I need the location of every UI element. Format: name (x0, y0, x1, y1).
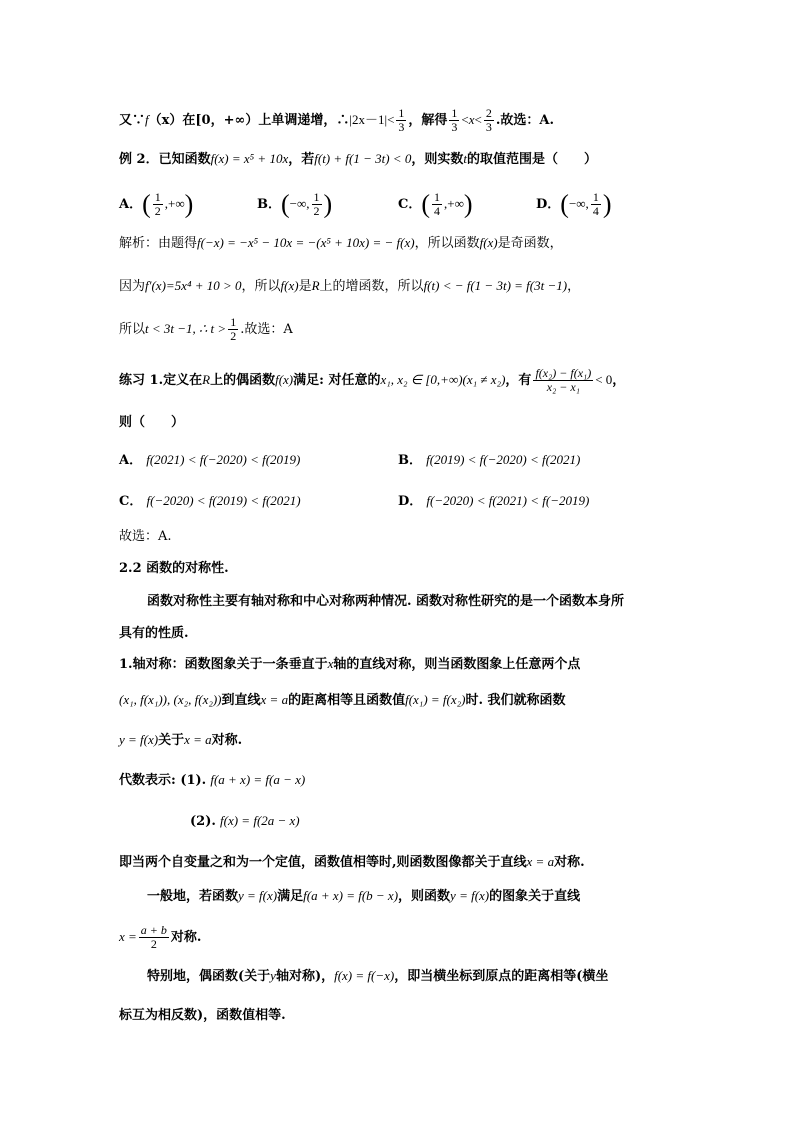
solution-line-3: 所以t < 3t −1, ∴ t > $\frac{1}{2}$ .故选：A (119, 315, 293, 343)
algebra-line-1: 代数表示: (1). f(a + x) = f(a − x) (119, 772, 306, 788)
practice-1-option-c: C． f(−2020) < f(2019) < f(2021) (119, 493, 301, 509)
line-1: 又∵f（x）在[0，+∞）上单调递增，∴|2x－1|< $\frac{1}{3}$ ，解得 $\frac{1}{3}$ <x< $\frac{2}{3}$ .故选：A. (119, 106, 555, 134)
practice-1-question: 练习 1.定义在R上的偶函数f(x)满足: 对任意的x₁, x₂ ∈ [0,+∞)(x₁ ≠ x₂)，有 $\frac{\text{f(x₂) − f(x₁)}}{\text{x₂ − x₁}}$ < 0， (119, 366, 626, 394)
practice-1-option-d: D． f(−2020) < f(2021) < f(−2019) (398, 493, 590, 509)
practice-1-answer: 故选：A. (119, 529, 172, 544)
section-heading: 2.2 函数的对称性. (119, 561, 229, 576)
example-2-option-b: B．(−∞, $\frac{1}{2}$ ) (257, 189, 333, 219)
example-2-question: 例 2．已知函数f(x) = x⁵ + 10x，若f(t) + f(1 − 3t) < 0，则实数t的取值范围是（ ） (119, 151, 597, 167)
practice-1-option-a: A． f(2021) < f(−2020) < f(2019) (119, 452, 301, 468)
example-2-option-c: C．( $\frac{1}{4}$ ,+∞) (398, 189, 473, 219)
even-line-2: 标互为相反数)，函数值相等. (119, 1008, 286, 1023)
sum-line: 即当两个自变量之和为一个定值，函数值相等时,则函数图像都关于直线x = a对称. (119, 854, 585, 870)
practice-1-then: 则（ ） (119, 415, 185, 430)
example-2-option-a: A．( $\frac{1}{2}$ ,+∞) (119, 189, 194, 219)
axis-symmetry-line-1: 1.轴对称：函数图象关于一条垂直于x轴的直线对称，则当函数图象上任意两个点 (119, 656, 581, 672)
section-intro-line-1: 函数对称性主要有轴对称和中心对称两种情况. 函数对称性研究的是一个函数本身所 (147, 594, 625, 609)
algebra-line-2: (2). f(x) = f(2a − x) (190, 813, 300, 829)
axis-symmetry-line-3: y = f(x)关于x = a对称. (119, 732, 243, 748)
general-line-1: 一般地，若函数y = f(x)满足f(a + x) = f(b − x)，则函数y = f(x)的图象关于直线 (147, 888, 581, 904)
solution-line-1: 解析：由题得f(−x) = −x⁵ − 10x = −(x⁵ + 10x) = − f(x)，所以函数f(x)是奇函数， (119, 235, 563, 251)
even-line-1: 特别地，偶函数(关于y轴对称)，f(x) = f(−x)，即当横坐标到原点的距离相等(横坐 (147, 968, 609, 984)
general-line-2: x = $\frac{a + b}{2}$ 对称. (119, 923, 202, 951)
solution-line-2: 因为f′(x)=5x⁴ + 10 > 0，所以f(x)是R上的增函数，所以f(t) < − f(1 − 3t) = f(3t −1)， (119, 278, 581, 294)
practice-1-option-b: B． f(2019) < f(−2020) < f(2021) (398, 452, 581, 468)
example-2-option-d: D．(−∞, $\frac{1}{4}$ ) (536, 189, 612, 219)
section-intro-line-2: 具有的性质. (119, 626, 189, 641)
axis-symmetry-line-2: (x₁, f(x₁)), (x₂, f(x₂))到直线x = a的距离相等且函数值f(x₁) = f(x₂)时. 我们就称函数 (119, 692, 566, 708)
